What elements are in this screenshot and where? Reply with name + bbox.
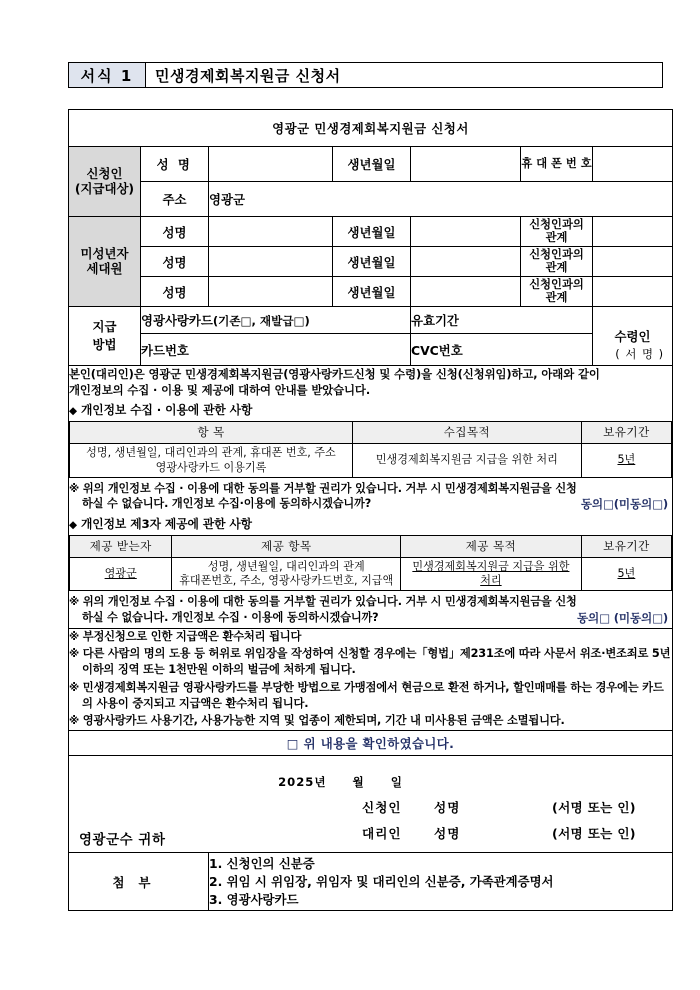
asterisk-mark-icon: ※ [69,482,80,495]
minor-birth-label: 생년월일 [333,217,411,247]
minor-name-label: 성명 [141,277,209,307]
application-form-table [68,109,673,911]
applicant-birth-label: 생년월일 [333,147,411,182]
applicant-phone-input[interactable] [593,147,673,182]
confirmation-checkbox-row[interactable]: □ 위 내용을 확인하였습니다. [69,731,673,756]
minor-relation-label [521,247,593,277]
warning-text-line2: 하는 경우에는 카드의 사용이 중지되고 지급액은 환수처리 됩니다. [82,680,664,710]
provision-retention-cell: 5년 [581,558,671,591]
minor-relation-label [521,217,593,247]
payment-method-label [69,307,141,366]
col-header-provision-purpose: 제공 목적 [401,536,582,558]
signature-year[interactable]: 2025년 [278,774,327,789]
collection-use-table [69,421,672,477]
signature-mark-applicant: (서명 또는 인) [552,799,636,815]
provision-receiver-cell: 영광군 [70,558,172,591]
col-header-purpose: 수집목적 [352,422,581,444]
minor-section-label-line2: 세대원 [86,260,123,276]
applicant-phone-label: 휴 대 폰 번 호 [521,147,593,182]
attachments-label: 첨부 [69,853,209,911]
consent-note-1-line1: 위의 개인정보 수집 · 이용에 대한 동의를 거부할 권리가 있습니다. 거부 시 민생경제회복지원금을 신청 [82,481,577,495]
asterisk-mark-icon: ※ [69,648,80,661]
signature-day[interactable]: 일 [390,774,403,789]
signature-role-applicant: 신청인 [362,799,402,815]
receiver-label: 수령인 [614,329,651,344]
minor-name-input[interactable] [209,247,333,277]
col-header-items: 항 목 [70,422,353,444]
col-header-retention: 보유기간 [581,536,671,558]
form-number-badge: 서식 1 [68,62,146,88]
payment-method-label-line2: 방법 [92,337,117,352]
applicant-name-input[interactable] [209,147,333,182]
card-validity-label: 유효기간 [411,307,593,334]
diamond-bullet-icon: ◆ [69,405,77,418]
minor-name-label: 성명 [141,217,209,247]
signature-row-applicant [69,797,672,816]
col-header-receiver: 제공 받는자 [70,536,172,558]
minor-relation-label-line1: 신청인과의 [529,247,584,261]
applicant-name-label: 성 명 [141,147,209,182]
asterisk-mark-icon: ※ [69,715,80,728]
provision-purpose-cell [401,558,582,591]
minor-birth-label: 생년월일 [333,277,411,307]
minor-name-label: 성명 [141,247,209,277]
consent-section2-heading [69,515,672,532]
signature-month[interactable]: 월 [352,774,365,789]
receiver-signature-hint: ( 서 명 ) [615,347,665,361]
consent-2-agree-checkboxes[interactable]: 동의□ (미동의□) [576,610,669,625]
signature-mark-agent: (서명 또는 인) [552,825,636,841]
collection-purpose-cell: 민생경제회복지원금 지급을 위한 처리 [352,444,581,477]
provision-items-cell [172,558,401,591]
minor-relation-label-line1: 신청인과의 [529,277,584,291]
minor-relation-label-line1: 신청인과의 [529,217,584,231]
warnings-section [69,628,673,731]
receiver-cell [593,307,673,366]
provision-purpose-line1: 민생경제회복지원금 지급을 위한 [412,560,570,574]
provision-purpose-line2: 처리 [480,574,502,588]
consent-intro-line2: 개인정보의 수집 · 이용 및 제공에 대하여 안내를 받았습니다. [69,383,371,398]
collection-items-line1: 성명, 생년월일, 대리인과의 관계, 휴대폰 번호, 주소 [86,446,336,460]
collection-items-cell [70,444,353,477]
warning-item [69,713,672,729]
warning-text: 민생경제회복지원금 영광사랑카드를 부당한 방법으로 가맹점에서 현금으로 환전 하거나, 할인매매를 [82,680,567,694]
warning-text-line2: 위조·변조죄로 5년 이하의 징역 또는 1천만원 이하의 벌금에 처하게 됩니다. [82,647,671,677]
collection-items-line2: 영광사랑카드 이용기록 [155,460,267,474]
consent-note-2-line1: 위의 개인정보 수집 · 이용에 대한 동의를 거부할 권리가 있습니다. 거부 시 민생경제회복지원금을 신청 [82,595,577,609]
col-header-provided-items: 제공 항목 [172,536,401,558]
applicant-section-label-line2: (지급대상) [74,180,135,196]
signature-name-agent[interactable]: 성명 [434,825,461,841]
applicant-address-input[interactable]: 영광군 [209,182,673,217]
consent-section1-heading [69,401,672,418]
minor-name-input[interactable] [209,217,333,247]
form-tag-row [68,62,663,88]
applicant-address-label: 주소 [141,182,209,217]
consent-1-agree-checkboxes[interactable]: 동의□(미동의□) [580,496,669,511]
consent-note-2 [69,594,672,625]
consent-intro-line1: 본인(대리인)은 영광군 민생경제회복지원금(영광사랑카드신청 및 수령)을 신청(신청위임)하고, 아래와 같이 [69,367,600,381]
applicant-birth-input[interactable] [411,147,521,182]
warning-item [69,629,672,645]
consent-note-1-line2: 하실 수 없습니다. 개인정보 수집·이용에 동의하시겠습니까? [82,497,372,511]
minor-birth-input[interactable] [411,247,521,277]
minor-birth-label: 생년월일 [333,247,411,277]
minor-relation-input[interactable] [593,217,673,247]
signature-name-applicant[interactable]: 성명 [434,799,461,815]
card-name-label: 영광사랑카드 [141,313,213,328]
consent-note-2-line2-wrap [69,610,672,626]
minor-birth-input[interactable] [411,217,521,247]
warning-text: 영광사랑카드 사용기간, 사용가능한 지역 및 업종이 제한되며, 기간 내 미사용된 금액은 소멸됩니다. [82,714,565,728]
minor-section-label-line1: 미성년자 [80,245,129,261]
form-title-banner: 민생경제회복지원금 신청서 [146,62,663,88]
collection-retention-cell: 5년 [581,444,671,477]
warning-item [69,680,672,713]
attachments-list [209,853,673,911]
card-issue-options[interactable]: (기존□, 재발급□) [212,314,310,328]
addressee-line: 영광군수 귀하 [79,833,166,849]
asterisk-mark-icon: ※ [69,596,80,609]
applicant-section-label [69,147,141,217]
asterisk-mark-icon: ※ [69,681,80,694]
consent-note-1 [69,481,672,512]
payment-card-type[interactable] [141,307,411,334]
minor-name-input[interactable] [209,277,333,307]
consent-section1-heading-text: 개인정보 수집 · 이용에 관한 사항 [81,403,253,418]
attachment-item: 3. 영광사랑카드 [209,892,299,908]
asterisk-mark-icon: ※ [69,630,80,643]
attachment-item: 1. 신청인의 신분증 [209,855,315,871]
col-header-retention: 보유기간 [581,422,671,444]
warning-item [69,646,672,679]
signature-role-agent: 대리인 [362,825,402,841]
minor-relation-label [521,277,593,307]
consent-intro [69,366,672,398]
applicant-section-label-line1: 신청인 [86,165,123,181]
warning-text: 다른 사람의 명의 도용 등 허위로 위임장을 작성하여 신청할 경우에는「형법」제231조에 따라 사문서 [82,647,577,661]
cvc-number-field[interactable]: CVC번호 [411,334,593,366]
warning-text: 부정신청으로 인한 지급액은 환수처리 됩니다 [82,629,302,643]
date-line [69,767,672,790]
provision-items-line2: 휴대폰번호, 주소, 영광사랑카드번호, 지급액 [179,574,394,588]
signature-section [69,756,673,853]
consent-note-2-line2: 하실 수 없습니다. 개인정보 수집 · 이용에 동의하시겠습니까? [82,611,379,625]
minor-relation-input[interactable] [593,277,673,307]
attachment-item: 2. 위임 시 위임장, 위임자 및 대리인의 신분증, 가족관계증명서 [209,873,554,889]
minor-relation-label-line2: 관계 [545,230,568,244]
consent-section2-heading-text: 개인정보 제3자 제공에 관한 사항 [81,517,252,532]
minor-relation-label-line2: 관계 [545,260,568,274]
provision-items-line1: 성명, 생년월일, 대리인과의 관계 [207,560,365,574]
minor-relation-input[interactable] [593,247,673,277]
diamond-bullet-icon: ◆ [69,519,77,532]
minor-relation-label-line2: 관계 [545,290,568,304]
third-party-provision-table [69,535,672,591]
page-title: 영광군 민생경제회복지원금 신청서 [69,110,673,147]
payment-method-label-line1: 지급 [92,319,117,335]
privacy-consent-section [69,366,673,629]
minor-birth-input[interactable] [411,277,521,307]
consent-note-1-line2-wrap [69,496,672,512]
minor-section-label [69,217,141,307]
card-number-field[interactable]: 카드번호 [141,334,411,366]
